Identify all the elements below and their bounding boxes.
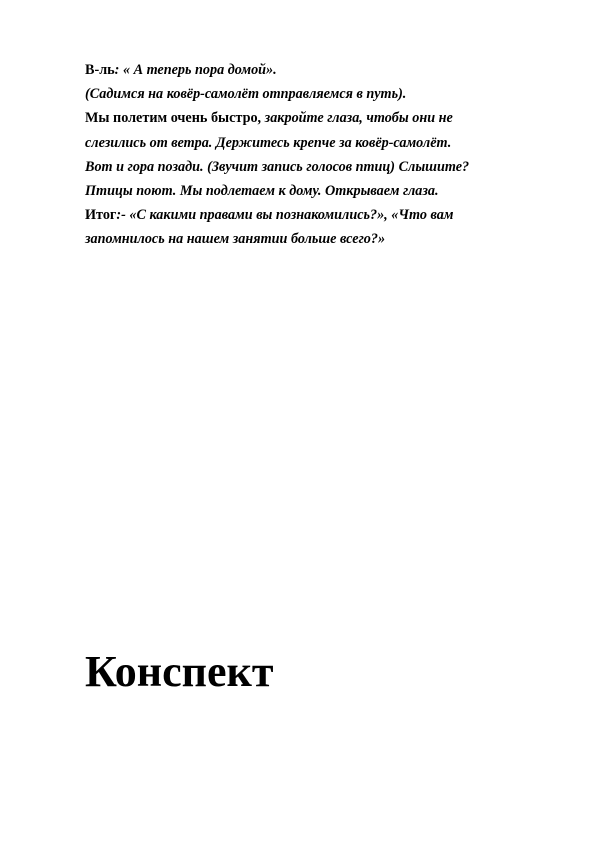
page-title: Конспект	[85, 647, 274, 696]
summary-label: Итог	[85, 207, 117, 224]
text-line-6: Птицы поют. Мы подлетаем к дому. Открываем глаза.	[85, 183, 439, 200]
text-line-7	[85, 203, 545, 227]
line-1-text: « А теперь пора домой».	[119, 62, 277, 78]
text-line-5: Вот и гора позади. (Звучит запись голосов птиц) Слышите?	[85, 158, 470, 175]
text-line-3	[85, 106, 545, 130]
speaker-label: В-ль	[85, 62, 115, 78]
text-line-8: запомнилось на нашем занятии больше всего?»	[85, 231, 386, 248]
text-line-4: слезились от ветра. Держитесь крепче за ковёр-самолёт.	[85, 134, 452, 151]
line-3-italic-text: закройте глаза, чтобы они не	[261, 110, 453, 127]
text-line-1	[85, 58, 545, 82]
text-line-2: (Садимся на ковёр-самолёт отправляемся в путь).	[85, 86, 407, 103]
line-7-text: :- «С какими правами вы познакомились?», «Что вам	[116, 207, 454, 224]
speaker-colon: :	[114, 62, 120, 78]
line-3-upright-text: Мы полетим очень быстро,	[85, 110, 262, 127]
dialogue-text-block	[85, 58, 545, 252]
